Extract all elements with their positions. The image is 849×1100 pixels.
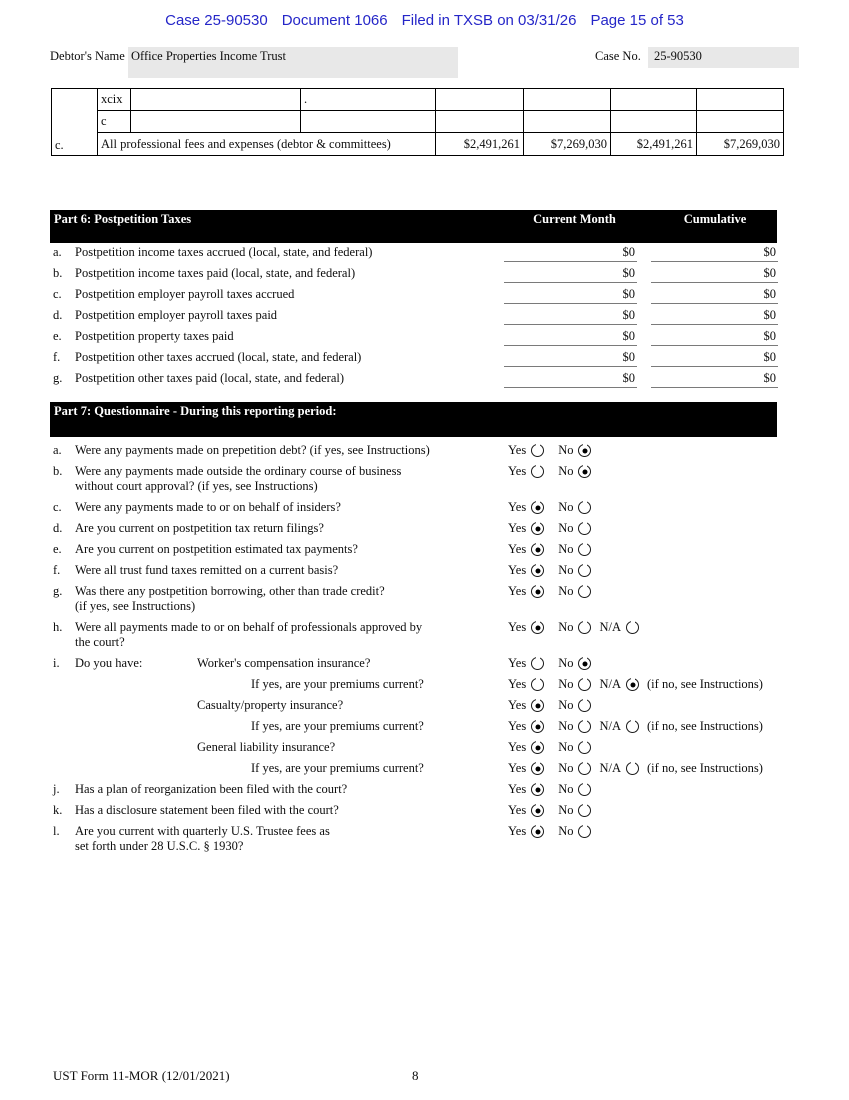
- sub-row-id-cell: xcix: [98, 89, 131, 111]
- debtor-name-label: Debtor's Name: [50, 49, 125, 63]
- option-no: [558, 620, 591, 635]
- row-letter: c.: [53, 287, 62, 301]
- radio-no[interactable]: [578, 720, 591, 733]
- question-line: Are you current on postpetition estimated tax payments?: [75, 542, 358, 556]
- radio-no[interactable]: [578, 762, 591, 775]
- answer-options: [508, 620, 639, 635]
- question-text: [75, 542, 508, 557]
- question-text: [75, 656, 508, 671]
- radio-no[interactable]: [578, 564, 591, 577]
- option-label: N/A: [599, 761, 622, 775]
- radio-yes[interactable]: [531, 501, 544, 514]
- question-row: [50, 443, 845, 458]
- question-letter: j.: [53, 782, 60, 796]
- option-label: N/A: [599, 677, 622, 691]
- row-letter: b.: [53, 266, 63, 280]
- question-row: [50, 656, 845, 671]
- option-label: N/A: [599, 620, 622, 634]
- question-text: [75, 464, 508, 494]
- option-no: [558, 500, 591, 515]
- radio-yes[interactable]: [531, 621, 544, 634]
- answer-options: [508, 761, 763, 776]
- question-line: If yes, are your premiums current?: [251, 677, 424, 691]
- answer-options: [508, 740, 599, 755]
- question-letter: l.: [53, 824, 60, 838]
- option-label: No: [558, 803, 574, 817]
- radio-yes[interactable]: [531, 444, 544, 457]
- question-row: [50, 677, 845, 692]
- question-line-text: Worker's compensation insurance?: [197, 656, 371, 670]
- radio-no[interactable]: [578, 501, 591, 514]
- question-text: [75, 740, 508, 755]
- radio-yes[interactable]: [531, 465, 544, 478]
- option-label: Yes: [508, 698, 527, 712]
- empty-value-cell[interactable]: [611, 89, 697, 111]
- question-line: If yes, are your premiums current?: [251, 719, 424, 733]
- part7-questionnaire: [50, 443, 845, 860]
- radio-no[interactable]: [578, 444, 591, 457]
- row-letter: g.: [53, 371, 63, 385]
- summary-value-cell[interactable]: $2,491,261: [436, 133, 524, 156]
- question-line: without court approval? (if yes, see Instructions): [75, 479, 318, 493]
- radio-yes[interactable]: [531, 543, 544, 556]
- tax-row: [50, 350, 778, 371]
- option-label: Yes: [508, 740, 527, 754]
- empty-value-cell[interactable]: [697, 89, 784, 111]
- question-line: Are you current with quarterly U.S. Trustee fees as: [75, 824, 330, 838]
- option-yes: [508, 719, 544, 734]
- radio-yes[interactable]: [531, 522, 544, 535]
- tax-row: [50, 329, 778, 350]
- option-label: N/A: [599, 719, 622, 733]
- row-label: Postpetition income taxes accrued (local, state, and federal): [75, 245, 373, 259]
- row-label: Postpetition other taxes accrued (local, state, and federal): [75, 350, 362, 364]
- option-no: [558, 677, 591, 692]
- question-text: [75, 563, 508, 578]
- option-no: [558, 761, 591, 776]
- tax-row: [50, 308, 778, 329]
- answer-options: [508, 563, 599, 578]
- radio-yes[interactable]: [531, 825, 544, 838]
- question-line: Casualty/property insurance?: [197, 698, 344, 712]
- answer-options: [508, 677, 763, 692]
- question-letter: i.: [53, 656, 60, 670]
- radio-yes[interactable]: [531, 699, 544, 712]
- row-letter-cell: c.: [52, 89, 98, 156]
- question-line: Were any payments made to or on behalf of insiders?: [75, 500, 341, 514]
- radio-no[interactable]: [578, 825, 591, 838]
- option-yes: [508, 677, 544, 692]
- stamp-page: Page 15 of 53: [590, 12, 684, 29]
- question-row: [50, 542, 845, 557]
- option-label: No: [558, 584, 574, 598]
- option-label: Yes: [508, 824, 527, 838]
- radio-no[interactable]: [578, 804, 591, 817]
- radio-no[interactable]: [578, 699, 591, 712]
- radio-no[interactable]: [578, 465, 591, 478]
- sub-row-id-cell: c: [98, 111, 131, 133]
- radio-no[interactable]: [578, 657, 591, 670]
- option-yes: [508, 698, 544, 713]
- radio-no[interactable]: [578, 783, 591, 796]
- row-letter: e.: [53, 329, 62, 343]
- option-label: No: [558, 500, 574, 514]
- current-month-field[interactable]: $0: [504, 329, 637, 346]
- question-letter: k.: [53, 803, 63, 817]
- empty-value-cell[interactable]: [524, 111, 611, 133]
- option-label: Yes: [508, 542, 527, 556]
- option-label: No: [558, 620, 574, 634]
- answer-options: [508, 584, 599, 599]
- answer-options: [508, 719, 763, 734]
- option-label: Yes: [508, 584, 527, 598]
- filing-stamp: [0, 12, 849, 29]
- option-yes: [508, 803, 544, 818]
- radio-no[interactable]: [578, 741, 591, 754]
- option-na: [599, 677, 639, 692]
- tax-row: [50, 245, 778, 266]
- answer-options: [508, 803, 599, 818]
- question-letter: d.: [53, 521, 63, 535]
- option-label: No: [558, 740, 574, 754]
- radio-yes[interactable]: [531, 564, 544, 577]
- question-letter: g.: [53, 584, 63, 598]
- option-no: [558, 584, 591, 599]
- row-letter: a.: [53, 245, 62, 259]
- summary-value-cell[interactable]: $7,269,030: [524, 133, 611, 156]
- question-row: [50, 761, 845, 776]
- dot-cell[interactable]: .: [301, 89, 436, 111]
- empty-cell[interactable]: [131, 111, 301, 133]
- question-line: Were any payments made outside the ordinary course of business: [75, 464, 402, 478]
- question-line: Has a disclosure statement been filed with the court?: [75, 803, 339, 817]
- question-row: [50, 698, 845, 713]
- current-month-field[interactable]: $0: [504, 308, 637, 325]
- question-text: [75, 521, 508, 536]
- answer-options: [508, 542, 599, 557]
- option-label: No: [558, 761, 574, 775]
- option-na: [599, 761, 639, 776]
- row-label: Postpetition other taxes paid (local, state, and federal): [75, 371, 345, 385]
- empty-cell[interactable]: [131, 89, 301, 111]
- professional-fees-table: [51, 88, 784, 156]
- option-yes: [508, 782, 544, 797]
- question-letter: h.: [53, 620, 63, 634]
- form-id-footer: UST Form 11-MOR (12/01/2021): [53, 1068, 230, 1083]
- option-yes: [508, 563, 544, 578]
- radio-yes[interactable]: [531, 783, 544, 796]
- current-month-column-header: Current Month: [533, 212, 616, 226]
- option-label: Yes: [508, 620, 527, 634]
- part6-title: Part 6: Postpetition Taxes: [54, 212, 192, 226]
- radio-yes[interactable]: [531, 741, 544, 754]
- option-no: [558, 443, 591, 458]
- radio-na[interactable]: [626, 678, 639, 691]
- option-no: [558, 824, 591, 839]
- option-label: Yes: [508, 443, 527, 457]
- option-note: (if no, see Instructions): [647, 677, 763, 691]
- question-text: [75, 443, 508, 458]
- option-label: Yes: [508, 521, 527, 535]
- answer-options: [508, 464, 599, 479]
- tax-row: [50, 266, 778, 287]
- question-text: [75, 782, 508, 797]
- part6-rows: [50, 245, 778, 392]
- tax-row: [50, 371, 778, 392]
- radio-yes[interactable]: [531, 804, 544, 817]
- empty-value-cell[interactable]: [611, 111, 697, 133]
- part6-header-bar: [50, 210, 777, 243]
- question-row: [50, 782, 845, 797]
- current-month-field[interactable]: $0: [504, 266, 637, 283]
- option-label: No: [558, 782, 574, 796]
- option-label: Yes: [508, 464, 527, 478]
- question-line: (if yes, see Instructions): [75, 599, 196, 613]
- radio-no[interactable]: [578, 621, 591, 634]
- debtor-name-field[interactable]: Office Properties Income Trust: [128, 47, 458, 78]
- row-letter: f.: [53, 350, 61, 364]
- option-no: [558, 803, 591, 818]
- option-label: Yes: [508, 803, 527, 817]
- question-row: [50, 824, 845, 854]
- question-line: the court?: [75, 635, 125, 649]
- stamp-filed: Filed in TXSB on 03/31/26: [401, 12, 577, 29]
- option-no: [558, 542, 591, 557]
- answer-options: [508, 698, 599, 713]
- cumulative-field[interactable]: $0: [651, 287, 778, 304]
- cumulative-field[interactable]: $0: [651, 266, 778, 283]
- question-line: Were all trust fund taxes remitted on a current basis?: [75, 563, 339, 577]
- question-text: [75, 500, 508, 515]
- question-line: [75, 656, 508, 671]
- radio-na[interactable]: [626, 720, 639, 733]
- question-line: General liability insurance?: [197, 740, 336, 754]
- option-label: No: [558, 719, 574, 733]
- cumulative-field[interactable]: $0: [651, 308, 778, 325]
- question-row: [50, 719, 845, 734]
- radio-yes[interactable]: [531, 585, 544, 598]
- option-label: Yes: [508, 563, 527, 577]
- option-yes: [508, 584, 544, 599]
- option-no: [558, 698, 591, 713]
- option-yes: [508, 500, 544, 515]
- option-yes: [508, 542, 544, 557]
- question-text: [75, 584, 508, 614]
- current-month-field[interactable]: $0: [504, 371, 637, 388]
- option-no: [558, 719, 591, 734]
- table-row: [52, 111, 784, 133]
- answer-options: [508, 500, 599, 515]
- question-row: [50, 464, 845, 494]
- option-label: No: [558, 656, 574, 670]
- option-label: No: [558, 677, 574, 691]
- row-label: Postpetition employer payroll taxes paid: [75, 308, 278, 322]
- current-month-field[interactable]: $0: [504, 245, 637, 262]
- page-number: 8: [412, 1068, 419, 1083]
- question-row: [50, 521, 845, 536]
- option-yes: [508, 620, 544, 635]
- current-month-field[interactable]: $0: [504, 350, 637, 367]
- option-label: No: [558, 824, 574, 838]
- part7-header-bar: [50, 402, 777, 437]
- option-no: [558, 656, 591, 671]
- question-letter: e.: [53, 542, 62, 556]
- question-row: [50, 740, 845, 755]
- option-yes: [508, 521, 544, 536]
- question-row: [50, 584, 845, 614]
- answer-options: [508, 521, 599, 536]
- question-letter: b.: [53, 464, 63, 478]
- option-label: No: [558, 542, 574, 556]
- table-row: [52, 89, 784, 111]
- option-label: No: [558, 698, 574, 712]
- question-letter: a.: [53, 443, 62, 457]
- cumulative-field[interactable]: $0: [651, 245, 778, 262]
- option-yes: [508, 656, 544, 671]
- question-row: [50, 803, 845, 818]
- question-row: [50, 500, 845, 515]
- question-text: [75, 677, 508, 692]
- question-letter: c.: [53, 500, 62, 514]
- question-letter: f.: [53, 563, 61, 577]
- option-note: (if no, see Instructions): [647, 761, 763, 775]
- option-label: Yes: [508, 656, 527, 670]
- question-line: If yes, are your premiums current?: [251, 761, 424, 775]
- radio-no[interactable]: [578, 585, 591, 598]
- question-line: Were all payments made to or on behalf of professionals approved by: [75, 620, 423, 634]
- question-text: [75, 824, 508, 854]
- radio-na[interactable]: [626, 621, 639, 634]
- option-na: [599, 620, 639, 635]
- row-label: Postpetition income taxes paid (local, state, and federal): [75, 266, 356, 280]
- option-label: No: [558, 464, 574, 478]
- radio-na[interactable]: [626, 762, 639, 775]
- option-no: [558, 782, 591, 797]
- question-text: [75, 761, 508, 776]
- case-no-field[interactable]: 25-90530: [648, 47, 799, 68]
- case-no-label: Case No.: [595, 49, 641, 63]
- table-row: [52, 133, 784, 156]
- cumulative-field[interactable]: $0: [651, 371, 778, 388]
- option-label: Yes: [508, 782, 527, 796]
- question-row: [50, 620, 845, 650]
- empty-value-cell[interactable]: [436, 89, 524, 111]
- answer-options: [508, 824, 599, 839]
- current-month-field[interactable]: $0: [504, 287, 637, 304]
- question-line: Was there any postpetition borrowing, other than trade credit?: [75, 584, 385, 598]
- stamp-document: Document 1066: [281, 12, 388, 29]
- option-yes: [508, 761, 544, 776]
- tax-row: [50, 287, 778, 308]
- option-label: No: [558, 521, 574, 535]
- question-text: [75, 698, 508, 713]
- empty-value-cell[interactable]: [436, 111, 524, 133]
- option-no: [558, 740, 591, 755]
- option-yes: [508, 740, 544, 755]
- option-label: Yes: [508, 677, 527, 691]
- cumulative-field[interactable]: $0: [651, 329, 778, 346]
- answer-options: [508, 782, 599, 797]
- option-na: [599, 719, 639, 734]
- question-text: [75, 803, 508, 818]
- option-no: [558, 464, 591, 479]
- question-row: [50, 563, 845, 578]
- question-line: set forth under 28 U.S.C. § 1930?: [75, 839, 244, 853]
- question-prefix: Do you have:: [75, 656, 143, 670]
- row-label: Postpetition property taxes paid: [75, 329, 234, 343]
- radio-no[interactable]: [578, 678, 591, 691]
- option-note: (if no, see Instructions): [647, 719, 763, 733]
- option-yes: [508, 443, 544, 458]
- cumulative-column-header: Cumulative: [683, 212, 747, 226]
- cumulative-field[interactable]: $0: [651, 350, 778, 367]
- option-no: [558, 521, 591, 536]
- answer-options: [508, 443, 599, 458]
- empty-cell[interactable]: [301, 111, 436, 133]
- answer-options: [508, 656, 599, 671]
- radio-yes[interactable]: [531, 720, 544, 733]
- question-text: [75, 719, 508, 734]
- question-line: Were any payments made on prepetition debt? (if yes, see Instructions): [75, 443, 430, 457]
- stamp-case: Case 25-90530: [165, 12, 268, 29]
- option-label: Yes: [508, 500, 527, 514]
- part7-title: Part 7: Questionnaire - During this reporting period:: [54, 404, 337, 418]
- option-yes: [508, 824, 544, 839]
- question-line: Has a plan of reorganization been filed with the court?: [75, 782, 348, 796]
- question-text: [75, 620, 508, 650]
- question-line: Are you current on postpetition tax return filings?: [75, 521, 324, 535]
- radio-no[interactable]: [578, 543, 591, 556]
- option-label: No: [558, 443, 574, 457]
- form-header: [50, 47, 805, 81]
- radio-yes[interactable]: [531, 678, 544, 691]
- radio-yes[interactable]: [531, 762, 544, 775]
- summary-value-cell[interactable]: $2,491,261: [611, 133, 697, 156]
- option-label: No: [558, 563, 574, 577]
- option-no: [558, 563, 591, 578]
- empty-value-cell[interactable]: [524, 89, 611, 111]
- option-yes: [508, 464, 544, 479]
- row-letter: d.: [53, 308, 63, 322]
- summary-value-cell[interactable]: $7,269,030: [697, 133, 784, 156]
- radio-no[interactable]: [578, 522, 591, 535]
- radio-yes[interactable]: [531, 657, 544, 670]
- option-label: Yes: [508, 719, 527, 733]
- summary-label-cell: All professional fees and expenses (debtor & committees): [98, 133, 436, 156]
- row-label: Postpetition employer payroll taxes accrued: [75, 287, 295, 301]
- empty-value-cell[interactable]: [697, 111, 784, 133]
- option-label: Yes: [508, 761, 527, 775]
